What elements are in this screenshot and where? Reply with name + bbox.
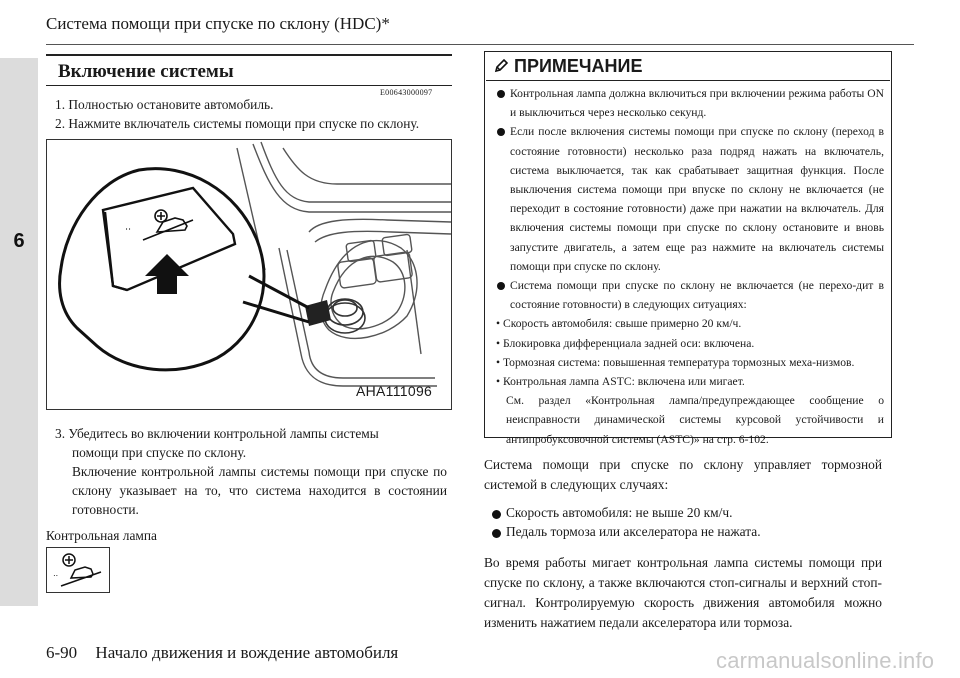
page-footer xyxy=(46,643,398,663)
step-2: 2. Нажмите включатель системы помощи при спуске по склону. xyxy=(55,116,420,131)
note-condition-speed: • Скорость автомобиля: свыше примерно 20 км/ч. xyxy=(496,317,742,331)
step-3-continuation: помощи при спуске по склону. xyxy=(72,445,247,460)
main-paragraph-2: Во время работы мигает контрольная лампа системы помощи при спуске по склону, а также включаются стоп-сигналы и верхний стоп-сигнал. Контролируемую скорость движения автомобиля можно изменить нажатием педали акселератора или тормоза. xyxy=(484,555,882,630)
note-bullet-3: Система помощи при спуске по склону не включается (не перехо-дит в состояние готовности) в следующих ситуациях: xyxy=(496,276,884,314)
note-condition-astc: • Контрольная лампа ASTC: включена или мигает. xyxy=(496,375,745,389)
section-title: Включение системы xyxy=(58,61,234,82)
note-condition-brakes: • Тормозная система: повышенная температура тормозных меха-низмов. xyxy=(496,355,855,369)
note-title: ПРИМЕЧАНИЕ xyxy=(514,56,643,76)
main-paragraph-1: Система помощи при спуске по склону управляет тормозной системой в следующих случаях: xyxy=(484,457,882,492)
step-3 xyxy=(55,424,447,519)
console-illustration xyxy=(46,139,452,410)
note-body xyxy=(496,84,884,449)
hdc-indicator-icon xyxy=(47,548,109,592)
chapter-number: 6 xyxy=(13,230,25,252)
step-3-paragraph: Включение контрольной лампы системы помощи при спуске по склону указывает на то, что система находится в состоянии готовности. xyxy=(72,464,447,517)
step-3-first-line: 3. Убедитесь во включении контрольной лампы системы xyxy=(55,426,379,441)
svg-text:∙∙: ∙∙ xyxy=(53,570,59,580)
page-header-title: Система помощи при спуске по склону (HDC)* xyxy=(46,14,390,33)
step-1: 1. Полностью остановите автомобиль. xyxy=(55,97,274,112)
pencil-icon xyxy=(494,59,508,78)
main-bullet-2: Педаль тормоза или акселератора не нажата. xyxy=(490,524,761,540)
note-condition-diff-lock: • Блокировка дифференциала задней оси: включена. xyxy=(496,336,755,350)
header-divider xyxy=(46,44,914,45)
indicator-lamp-box xyxy=(46,547,110,593)
console-drawing xyxy=(47,140,451,409)
svg-text:∙∙: ∙∙ xyxy=(125,223,132,235)
footer-title: Начало движения и вождение автомобиля xyxy=(95,643,399,662)
main-bullet-1: Скорость автомобиля: не выше 20 км/ч. xyxy=(490,505,732,521)
note-reference: См. раздел «Контрольная лампа/предупреждающее сообщение о неисправности динамической системы курсовой устойчивости и антипробуксовочной системы (ASTC)» на стр. 6-102. xyxy=(506,394,884,446)
note-bullet-1: Контрольная лампа должна включиться при включении режима работы ON и выключиться через несколько секунд. xyxy=(496,84,884,122)
figure-code: AHA111096 xyxy=(356,383,433,399)
section-code: E00643000097 xyxy=(380,88,433,97)
chapter-tab xyxy=(0,58,38,606)
page-number: 6-90 xyxy=(46,643,78,662)
indicator-label: Контрольная лампа xyxy=(46,528,157,543)
watermark: carmanualsonline.info xyxy=(716,648,935,673)
note-bullet-2: Если после включения системы помощи при спуске по склону (переход в состояние готовности) несколько раза подряд нажать на включатель, система выключается, так как срабатывает защитная функция. После выключения система помощи при впуске по склону не включается (не переходит в состояние готовности) даже при нажатии на включатель. Для включения системы помощи при спуске по склону остановите и вновь запустите двигатель, а затем еще раз нажмите на включатель системы помощи при спуске по склону. xyxy=(496,122,884,276)
